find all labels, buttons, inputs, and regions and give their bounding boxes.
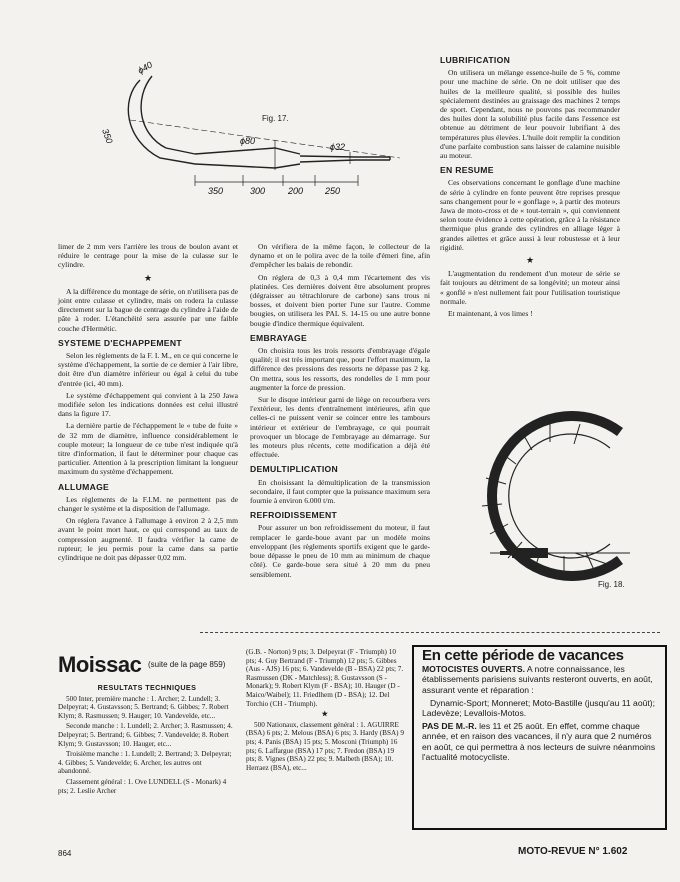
- dashed-separator: [200, 632, 660, 633]
- col2-paragraph: On choisira tous les trois ressorts d'embrayage d'égale qualité; il est très important que, pour l'effort maximum, la différence des pressions des ressorts ne dépasse pas 2 kg. On mettra, sous les ressorts, des rondelles de 1 mm pour augmenter la force de pression.: [250, 346, 430, 392]
- results-heading: RESULTATS TECHNIQUES: [97, 683, 197, 692]
- heading-lubrification: LUBRIFICATION: [440, 55, 511, 65]
- result-paragraph: Seconde manche : 1. Lundell; 2. Archer; 3. Rasmussen; 4. Delpeyrat; 5. Bertrand; 6. Gibbes; 7. Vandevelde; 8. Robert Klym; 9. Gustavsson; 10. Hauger, etc...: [58, 722, 233, 748]
- dim-phi80: ϕ80: [240, 136, 256, 146]
- moissac-results-col-2: [246, 648, 404, 774]
- col2-paragraph: On vérifiera de la même façon, le collecteur de la dynamo et on le polira avec de la toile d'émeri fine, afin d'empêcher les balais de rebondir.: [250, 242, 430, 270]
- col1-paragraph: Les règlements de la F.I.M. ne permettent pas de changer le système et la disposition de l'allumage.: [58, 494, 238, 514]
- vacances-paragraph: [422, 664, 657, 695]
- star-separator: ★: [321, 709, 329, 719]
- column-3: [440, 56, 620, 321]
- col3-paragraph: Et maintenant, à vos limes !: [448, 309, 533, 319]
- dim-250: 250: [325, 186, 341, 196]
- heading-allumage: ALLUMAGE: [58, 481, 110, 492]
- figure-17-exhaust-drawing: [100, 60, 410, 200]
- heading-echappement: SYSTEME D'ECHAPPEMENT: [58, 337, 182, 348]
- column-2: [250, 242, 430, 582]
- figure-17-label: Fig. 17.: [262, 114, 289, 123]
- dim-200: 200: [288, 186, 304, 196]
- vacances-text: A notre connaissance, les établissements parisiens suivants resteront ouverts, en août, assurant vente et réparation :: [422, 664, 653, 695]
- col1-paragraph: Selon les règlements de la F. I. M., en ce qui concerne le système d'échappement, la sortie de ce dernier à l'air libre, doit être d'un diamètre inférieur ou égal à celui du tube d'entrée (ici, 40 mm).: [58, 351, 238, 388]
- heading-embrayage: EMBRAYAGE: [250, 332, 307, 343]
- col1-paragraph: On réglera l'avance à l'allumage à environ 2 à 2,5 mm avant le point mort haut, ce qui correspond au taux de compression augmenté. Il faudra vérifier la came de rupteur; le jeu permis pour la came dans sa partie cylindrique ne doit pas dépasser 0,02 mm.: [58, 516, 238, 563]
- dim-phi40: ϕ40: [136, 60, 155, 76]
- column-1: [58, 242, 238, 565]
- star-separator: ★: [525, 255, 535, 266]
- col2-paragraph: On réglera de 0,3 à 0,4 mm l'écartement des vis platinées. Ces dernières doivent être absolument propres (dégraisser au tétrachlorure de carbone) sans trous ni bosses, et doivent bien porter l'une sur l'autre. Comme bougies, on utilisera les PAL S. 14-15 ou une autre bonne bougie d'indice thermique équivalent.: [250, 272, 430, 328]
- col2-paragraph: En choisissant la démultiplication de la transmission secondaire, il faut compter que la puissance maximum sera fournie à environ 6.000 t/m.: [250, 477, 430, 506]
- result-paragraph: 500 Nationaux, classement général : 1. AGUIRRE (BSA) 6 pts; 2. Melous (BSA) 6 pts; 3. Hardy (BSA) 9 pts; 4. Panis (BSA) 15 pts; 5. Mosconi (Triumph) 16 pts; 6. Laffargue (BSA) 17 pts; 7. Fredon (BSA) 19 pts; 8. Vignes (BSA) 22 pts; 9. Malbeth (BSA); 10. Herraez (BSA), etc...: [246, 720, 404, 772]
- vacances-paragraph: Dynamic-Sport; Monneret; Moto-Bastille (jusqu'au 11 août); Ladevèze; Levallois-Motos.: [422, 697, 656, 719]
- result-paragraph: (G.B. - Norton) 9 pts; 3. Delpeyrat (F - Triumph) 10 pts; 4. Guy Bertrand (F - Triumph) 12 pts; 5. Gibbes (Aus - AJS) 16 pts; 6. Vandevelde (B - BSA) 22 pts; 7. Rasmussen (DK - Matchless); 8. Gustavsson (S - Monark); 9. Robert Klym (F - BSA); 10. Hauger (D - Maico/Waibel); 11. Friedlhem (D - BSA); 12. Del Torchio (CH - Triumph).: [246, 648, 404, 708]
- col3-paragraph: Ces observations concernant le gonflage d'une machine de série à cylindre en fonte peuvent être reprises presque sans changement pour le « gonflage », à partir des moteurs Jawa de moto-cross et de « tout-terrain », qui conviennent selon toute évidence à cette opération, grâce à la résistance thermique plus grande des cylindres en alliage léger à grandes ailettes et grâce aussi à leur robustesse et à leur rigidité.: [440, 178, 620, 252]
- heading-en-resume: EN RESUME: [440, 165, 494, 176]
- vacances-bold: MOTOCISTES OUVERTS.: [422, 664, 525, 675]
- moissac-results-col-1: [58, 682, 236, 797]
- vacances-paragraph: [422, 721, 657, 762]
- dim-phi32: ϕ32: [330, 142, 346, 152]
- col1-intro: limer de 2 mm vers l'arrière les trous de boulon avant et réduire le centrage pour la mise de la culasse sur le cylindre.: [58, 242, 238, 270]
- vacances-title: En cette période de vacances: [422, 647, 624, 664]
- col2-paragraph: Pour assurer un bon refroidissement du moteur, il faut remplacer le garde-boue avant par un modèle moins enveloppant (les règlements sportifs exigent que le garde-boue dépasse le pneu de 10 mm au minimum de chaque côté). Ce garde-boue sera situé à 20 mm du pneu sensiblement.: [250, 523, 430, 579]
- figure-18-clutch-plate-drawing: [470, 410, 650, 590]
- moissac-subtitle: (suite de la page 859): [148, 660, 226, 669]
- col3-paragraph: On utilisera un mélange essence-huile de 5 %, comme pour une machine de série. On ne doit utiliser que des huiles de la meilleure qualité, si possible des huiles spécialement destinées au graissage des machines 2 temps de sport. Cependant, nous ne pouvons pas recommander des huiles dont la solubilité plus facile dans l'essence est obtenue au détriment de leur pouvoir lubrifiant à des températures plus élevées. L'huile doit remplir la condition d'une parfaite combustion sans laisser de calamine nuisible au moteur.: [440, 68, 620, 161]
- col1-paragraph: A la différence du montage de série, on n'utilisera pas de joint entre culasse et cylindre, mais on rodera la culasse directement sur la bague de centrage du cylindre à l'aide de pâte à roder. L'étanchéité sera assurée par une faible couche d'Hermétic.: [58, 286, 238, 333]
- heading-demultiplication: DEMULTIPLICATION: [250, 464, 339, 475]
- dim-350-a: 350: [100, 127, 115, 145]
- moissac-title: Moissac: [58, 652, 142, 677]
- dim-300: 300: [250, 186, 266, 196]
- col1-paragraph: Le système d'échappement qui convient à la 250 Jawa modifiée selon les indications données est celui illustré dans la figure 17.: [58, 390, 238, 419]
- heading-refroidissement: REFROIDISSEMENT: [250, 510, 338, 521]
- vacances-bold: PAS DE M.-R.: [422, 721, 477, 732]
- vacances-box: [412, 645, 667, 830]
- result-paragraph: Troisième manche : 1. Lundell; 2. Bertrand; 3. Delpeyrat; 4. Gibbes; 5. Vandevelde; 6. Archer, les autres ont abandonné.: [58, 750, 232, 776]
- result-paragraph: Classement général : 1. Ove LUNDELL (S - Monark) 4 pts; 2. Leslie Archer: [58, 777, 227, 795]
- vacances-text: les 11 et 25 août. En effet, comme chaque année, et en raison des vacances, il n'y aura que 2 numéros en août, ce qui permettra à nos lecteurs de suivre néanmoins l'actualité motocycliste.: [422, 721, 656, 762]
- dim-350-b: 350: [208, 186, 224, 196]
- col3-paragraph: L'augmentation du rendement d'un moteur de série se fait toujours au détriment de sa longévité; un moteur ainsi « gonflé » n'est nullement fait pour l'utilisation touristique normale.: [440, 269, 620, 306]
- col1-paragraph: La dernière partie de l'échappement le « tube de fuite » de 32 mm de diamètre, influence considérablement le couple moteur; la longueur de ce tube n'est indiquée qu'à titre d'information, il faut le déterminer pour chaque cas particulier. Attention à la prescription limitant la longueur maximum du système d'échappement.: [58, 421, 238, 477]
- result-paragraph: 500 Inter, première manche : 1. Archer; 2. Lundell; 3. Delpeyrat; 4. Gustavsson; 5. Bertrand; 6. Gibbes; 7. Robert Klym; 8. Rasmussen; 9. Hauger; 10. Vandevelde, etc...: [58, 694, 229, 720]
- col2-paragraph: Sur le disque intérieur garni de liège on recourbera vers l'extérieur, les dents d'entraînement intérieures, afin que celles-ci ne puissent venir se coincer entre les tambours intérieur et extérieur de l'embrayage, ce qui pourrait provoquer un blocage de l'embrayage au démarrage. Sur les moteurs plus récents, cette modification a déjà été effectuée.: [250, 395, 430, 460]
- figure-18-label: Fig. 18.: [598, 580, 625, 589]
- star-separator: ★: [143, 272, 153, 283]
- magazine-issue: MOTO-REVUE N° 1.602: [518, 846, 628, 857]
- page-number: 864: [58, 849, 72, 858]
